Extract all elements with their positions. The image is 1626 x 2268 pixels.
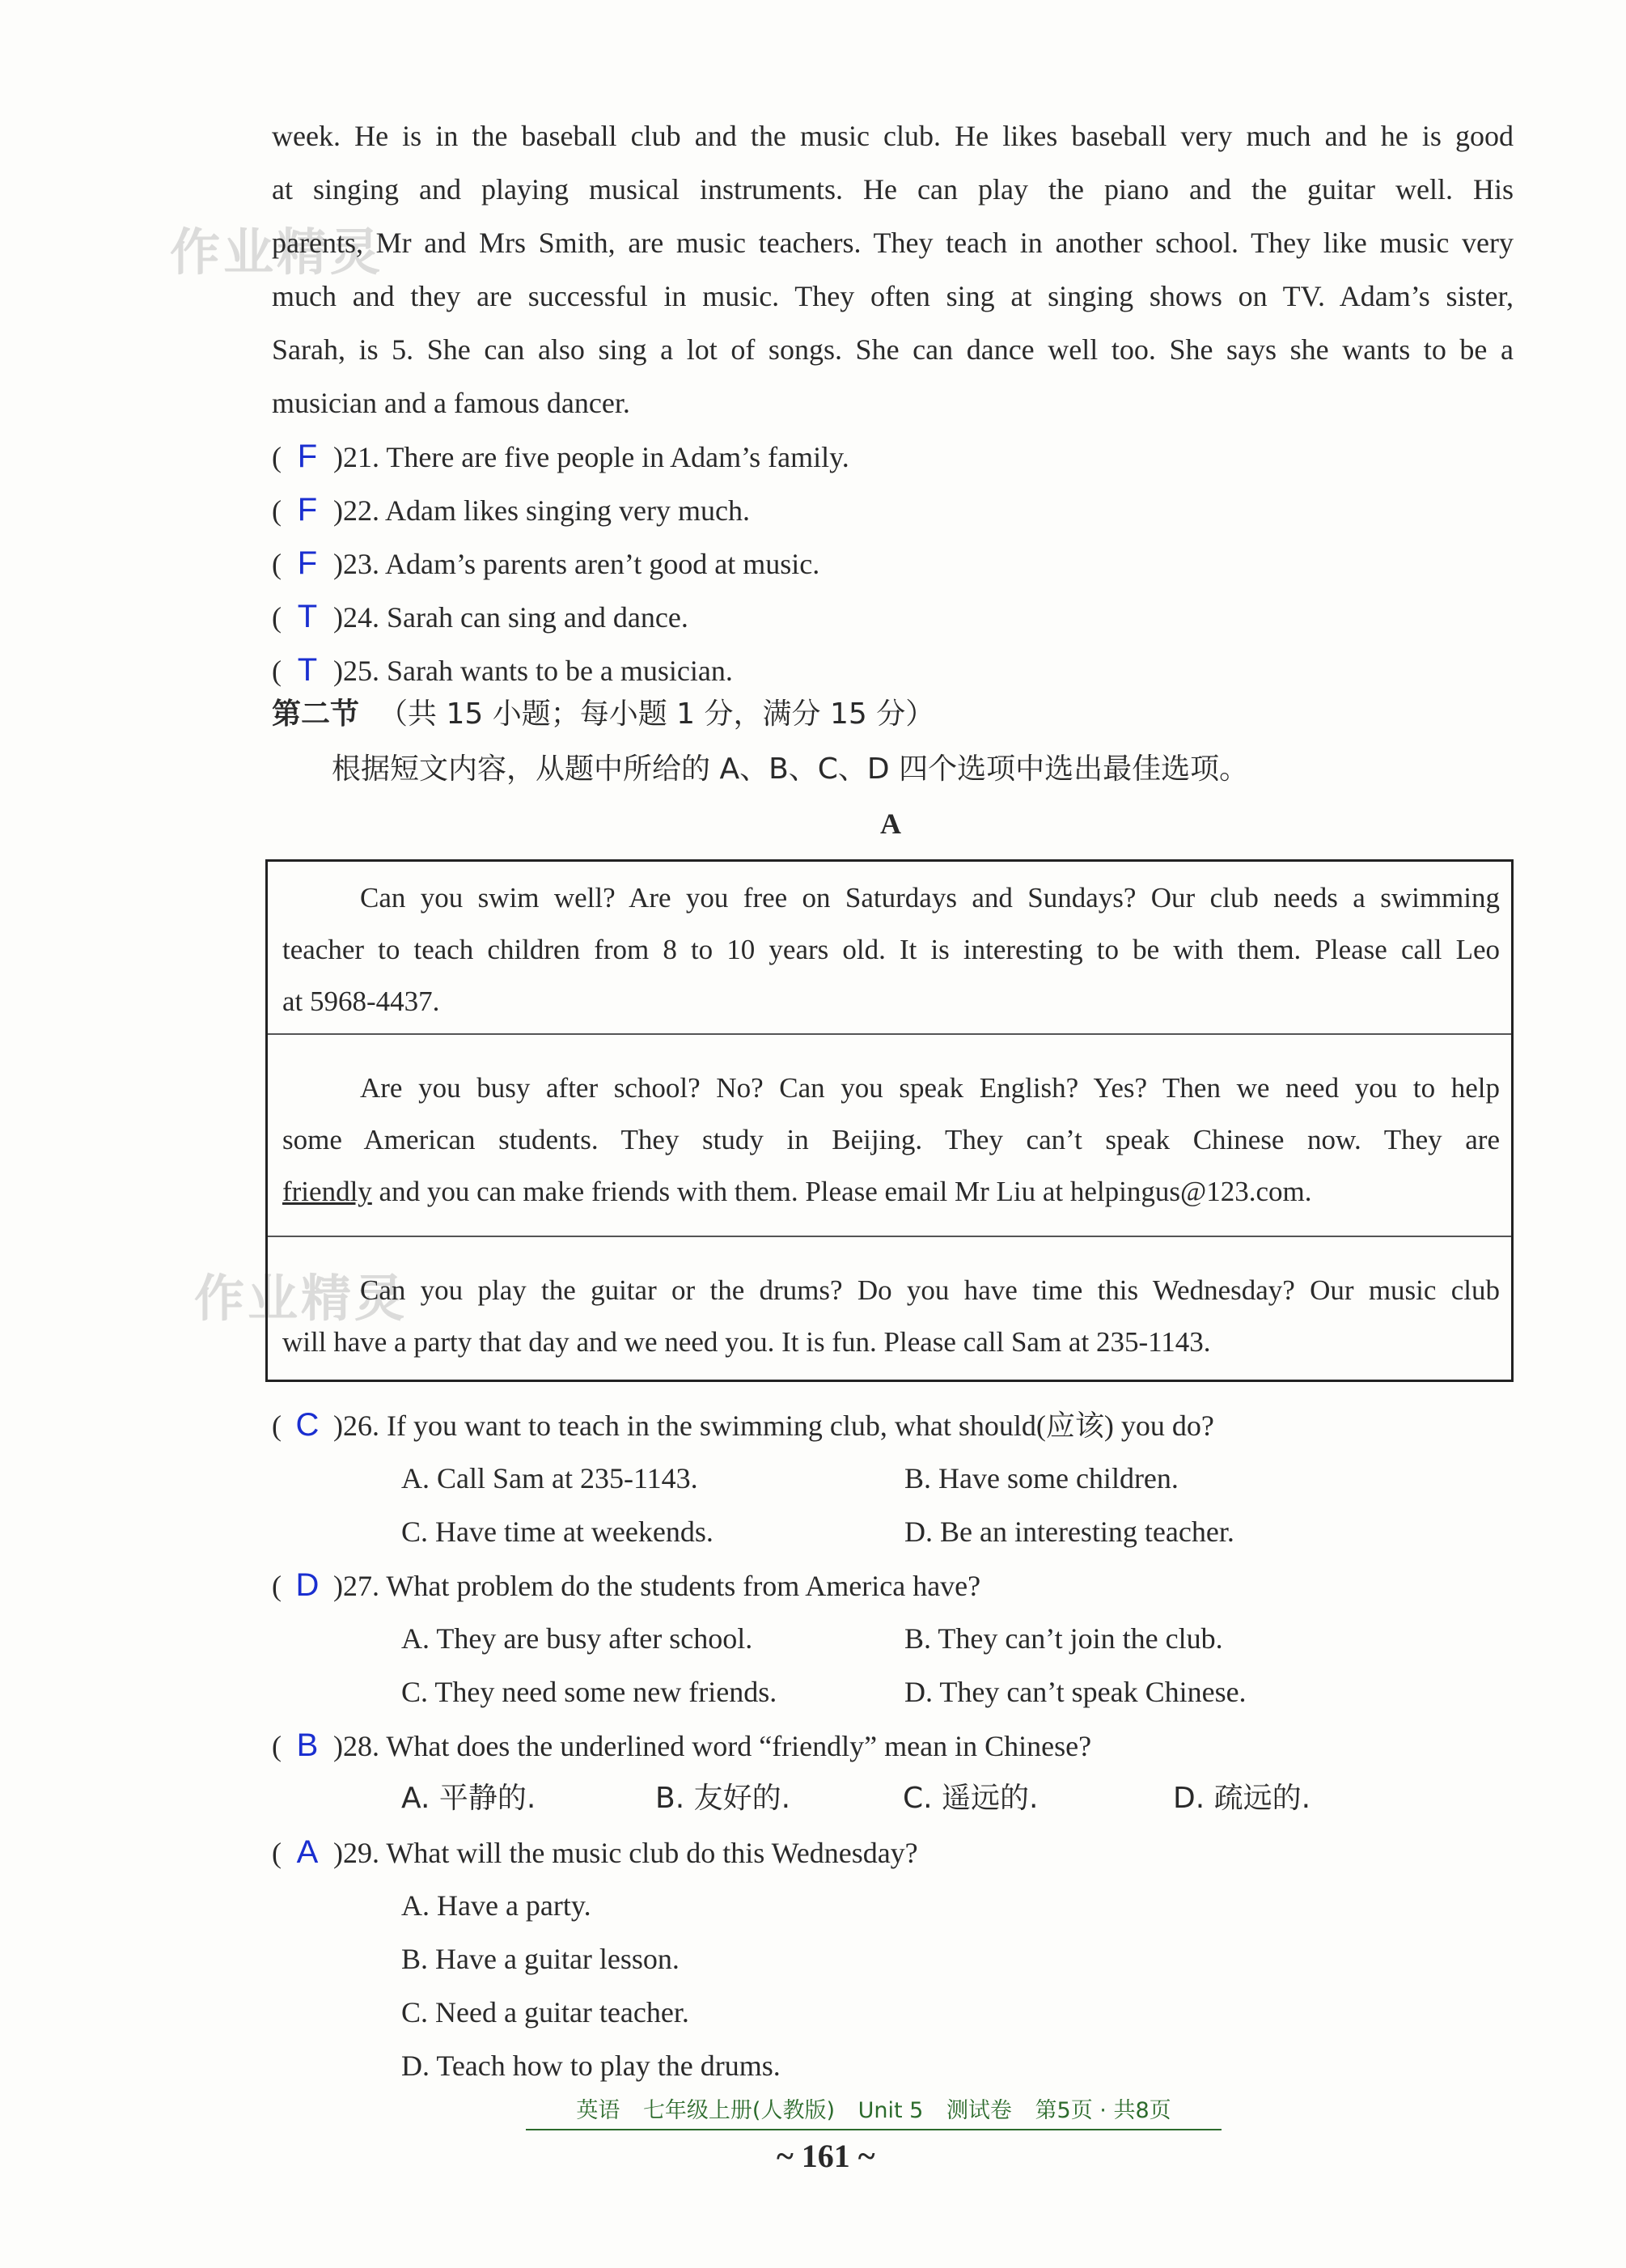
option: D. Teach how to play the drums. xyxy=(401,2050,781,2082)
option: A. Call Sam at 235-1143. xyxy=(401,1462,698,1494)
option: C. Have time at weekends. xyxy=(401,1516,713,1548)
tf-question: ( T )24. Sarah can sing and dance. xyxy=(272,590,688,644)
underlined-word: friendly xyxy=(282,1176,372,1207)
option: A. Have a party. xyxy=(401,1889,591,1922)
answer-mark: C xyxy=(295,1407,320,1443)
page-number: ~ 161 ~ xyxy=(777,2138,875,2174)
ad3-line: Can you play the guitar or the drums? Do you have time this Wednesday? Our music club xyxy=(360,1274,1500,1306)
answer-mark: F xyxy=(297,545,318,581)
ad2-line-rest: and you can make friends with them. Please email Mr Liu at helpingus@123.com. xyxy=(371,1176,1312,1207)
option: C. 遥远的. xyxy=(903,1782,1039,1815)
option: B. Have some children. xyxy=(904,1462,1179,1494)
footer-test: 测试卷 xyxy=(946,2098,1012,2123)
question-text: Sarah can sing and dance. xyxy=(387,601,688,634)
question-text: What does the underlined word “friendly” mean in Chinese? xyxy=(386,1730,1092,1762)
footer-page-info: 第5页 · 共8页 xyxy=(1035,2098,1171,2123)
question-text: Sarah wants to be a musician. xyxy=(387,655,733,687)
passage-line: much and they are successful in music. They often sing at singing shows on TV. Adam’s sister, xyxy=(272,280,1514,312)
mc-question: ( C )26. If you want to teach in the swimming club, what should(应该) you do? xyxy=(272,1398,1214,1452)
passage-line: week. He is in the baseball club and the music club. He likes baseball very much and he is good xyxy=(272,120,1514,152)
box-divider xyxy=(268,1236,1511,1237)
question-number: 25 xyxy=(343,655,372,687)
ad3-line: will have a party that day and we need you. It is fun. Please call Sam at 235-1143. xyxy=(282,1326,1211,1358)
mc-question: ( B )28. What does the underlined word “friendly” mean in Chinese? xyxy=(272,1719,1091,1773)
answer-mark: B xyxy=(296,1727,319,1763)
footer-grade: 七年级上册(人教版) xyxy=(642,2098,836,2123)
question-number: 27 xyxy=(343,1570,372,1602)
ad2-line: Are you busy after school? No? Can you speak English? Yes? Then we need you to help xyxy=(360,1072,1500,1104)
option: D. Be an interesting teacher. xyxy=(904,1516,1234,1548)
answer-mark: T xyxy=(297,652,318,688)
passage-line: parents, Mr and Mrs Smith, are music teachers. They teach in another school. They like music very xyxy=(272,227,1514,259)
question-number: 24 xyxy=(343,601,372,634)
tf-question: ( F )21. There are five people in Adam’s family. xyxy=(272,430,849,484)
question-text: Adam’s parents aren’t good at music. xyxy=(385,548,820,580)
tf-question: ( F )23. Adam’s parents aren’t good at music. xyxy=(272,536,819,591)
tf-question: ( F )22. Adam likes singing very much. xyxy=(272,483,750,537)
option: A. They are busy after school. xyxy=(401,1622,753,1655)
question-text: What will the music club do this Wednesday? xyxy=(386,1837,918,1869)
watermark: 作业精灵 xyxy=(170,223,384,282)
option: D. They can’t speak Chinese. xyxy=(904,1676,1247,1708)
footer-unit: Unit 5 xyxy=(857,2098,924,2123)
passage-label: A xyxy=(880,808,901,840)
ads-box xyxy=(265,859,1514,1382)
option: D. 疏远的. xyxy=(1173,1782,1311,1815)
answer-mark: A xyxy=(296,1834,319,1870)
section-heading: 第二节 xyxy=(272,697,360,731)
question-number: 28 xyxy=(343,1730,372,1762)
mc-question: ( D )27. What problem do the students from America have? xyxy=(272,1558,980,1613)
box-divider xyxy=(268,1033,1511,1035)
tf-question: ( T )25. Sarah wants to be a musician. xyxy=(272,643,733,697)
question-text: Adam likes singing very much. xyxy=(385,494,750,527)
answer-mark: F xyxy=(297,439,318,474)
answer-mark: F xyxy=(297,492,318,528)
ad2-line: some American students. They study in Beijing. They can’t speak Chinese now. They are xyxy=(282,1124,1500,1155)
question-number: 22 xyxy=(343,494,372,527)
option: B. 友好的. xyxy=(655,1782,791,1815)
ad1-line: at 5968-4437. xyxy=(282,986,440,1017)
option: A. 平静的. xyxy=(401,1782,536,1815)
question-number: 21 xyxy=(343,441,372,473)
ad1-line: teacher to teach children from 8 to 10 years old. It is interesting to be with them. Please call Leo xyxy=(282,934,1500,965)
ad2-line xyxy=(282,1166,1500,1218)
mc-question: ( A )29. What will the music club do this Wednesday? xyxy=(272,1825,918,1880)
option: B. Have a guitar lesson. xyxy=(401,1943,680,1975)
option: B. They can’t join the club. xyxy=(904,1622,1223,1655)
watermark: 作业精灵 xyxy=(194,1269,409,1328)
answer-mark: T xyxy=(297,599,318,634)
question-number: 23 xyxy=(343,548,372,580)
section-title xyxy=(272,688,934,741)
question-text: What problem do the students from America have? xyxy=(386,1570,981,1602)
option: C. They need some new friends. xyxy=(401,1676,777,1708)
option: C. Need a guitar teacher. xyxy=(401,1996,689,2028)
question-number: 26 xyxy=(343,1410,372,1442)
answer-mark: D xyxy=(295,1567,320,1603)
section-instruction: 根据短文内容，从题中所给的 A、B、C、D 四个选项中选出最佳选项。 xyxy=(332,752,1249,786)
passage-line: Sarah, is 5. She can also sing a lot of songs. She can dance well too. She says she wants to be a xyxy=(272,333,1514,366)
question-number: 29 xyxy=(343,1837,372,1869)
passage-line: at singing and playing musical instruments. He can play the piano and the guitar well. His xyxy=(272,173,1514,206)
passage-line: musician and a famous dancer. xyxy=(272,387,630,419)
footer-subject: 英语 xyxy=(576,2098,620,2123)
page-footer xyxy=(526,2093,1222,2130)
section-note: （共 15 小题；每小题 1 分，满分 15 分） xyxy=(379,697,935,731)
question-text: There are five people in Adam’s family. xyxy=(386,441,849,473)
ad1-line: Can you swim well? Are you free on Saturdays and Sundays? Our club needs a swimming xyxy=(360,882,1500,914)
question-text: If you want to teach in the swimming club, what should(应该) you do? xyxy=(387,1410,1214,1442)
